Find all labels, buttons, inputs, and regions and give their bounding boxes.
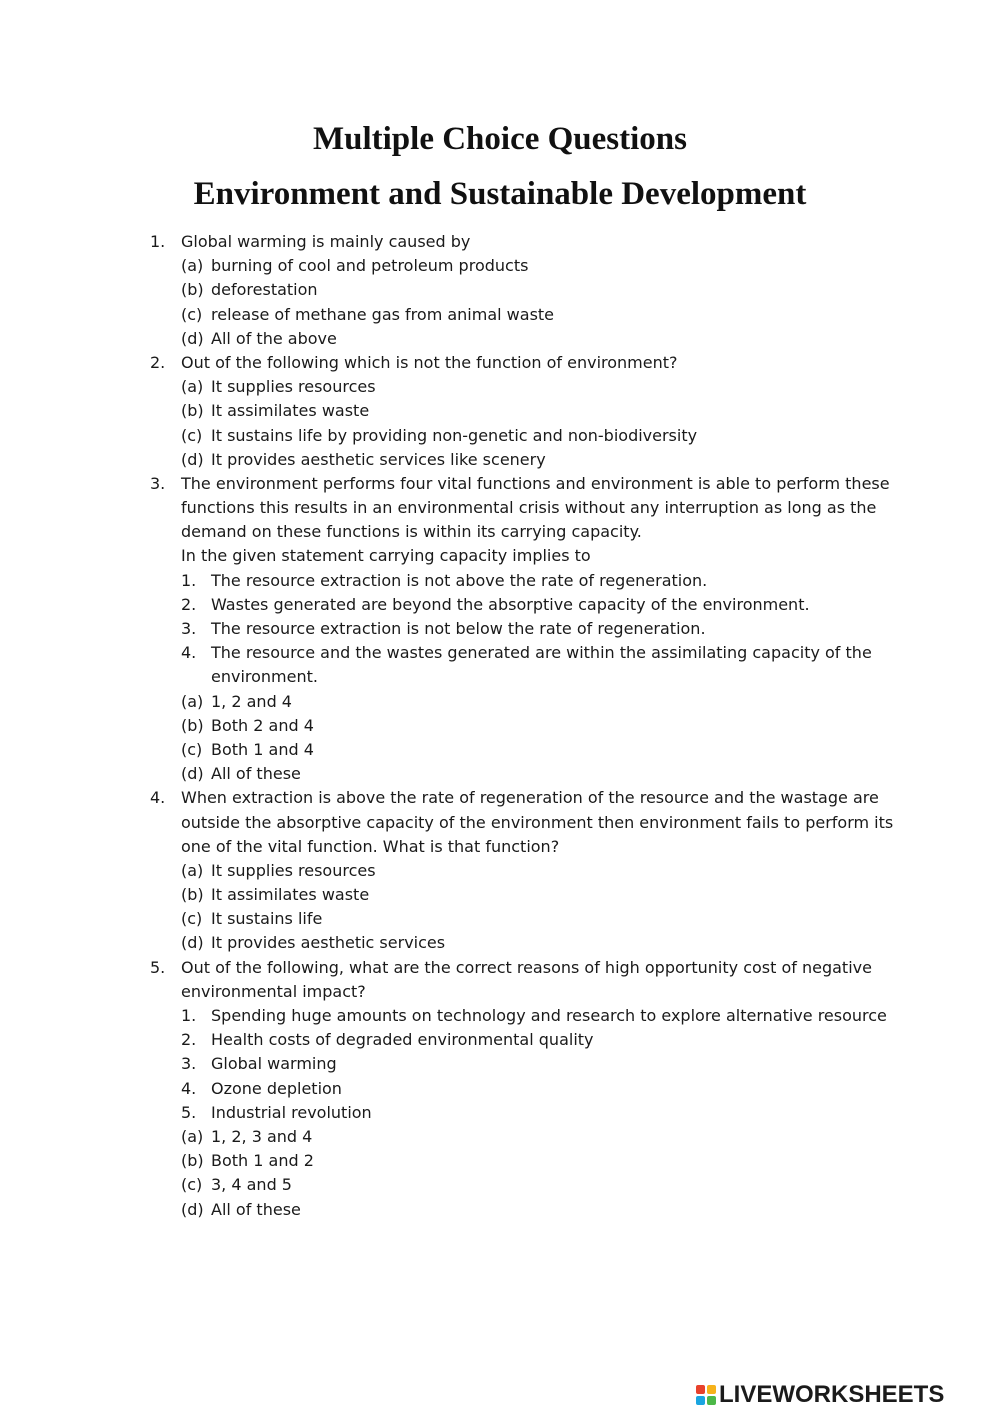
logo-square [707,1396,716,1405]
option-label: (c) [181,909,203,929]
question-text: environmental impact? [181,981,366,1001]
statement-line [0,1004,1000,1028]
option-text: It supplies resources [211,377,376,397]
logo-square [696,1385,705,1394]
statement-line [0,1052,1000,1076]
option-row [0,738,1000,762]
statement-text: The resource extraction is not above the rate of regeneration. [211,570,708,590]
option-text: All of these [211,1199,301,1219]
option-label: (b) [181,401,204,421]
option-text: 1, 2, 3 and 4 [211,1126,313,1146]
option-label: (c) [181,1175,203,1195]
option-text: It sustains life [211,909,323,929]
question-text: In the given statement carrying capacity implies to [181,546,591,566]
statement-text: Spending huge amounts on technology and research to explore alternative resource [211,1006,887,1025]
option-text: It supplies resources [211,860,376,880]
option-row [0,907,1000,931]
option-row [0,448,1000,472]
logo-mark-icon [696,1385,716,1405]
option-label: (b) [181,885,204,905]
option-row [0,399,1000,423]
logo-square [696,1396,705,1405]
option-row [0,327,1000,351]
page-subtitle: Environment and Sustainable Development [193,176,807,212]
option-text: 1, 2 and 4 [211,691,292,711]
statement-line [0,1101,1000,1125]
option-label: (a) [181,256,204,276]
option-text: burning of cool and petroleum products [211,256,529,276]
question-text: When extraction is above the rate of regeneration of the resource and the wastage are [181,788,879,808]
statement-line [0,1028,1000,1052]
question-line [0,544,1000,568]
option-label: (d) [181,764,204,784]
option-label: (a) [181,860,204,880]
option-label: (c) [181,739,203,759]
option-row [0,1198,1000,1222]
option-label: (b) [181,1151,204,1171]
question-text: Out of the following, what are the correct reasons of high opportunity cost of negative [181,957,872,977]
statement-text: Global warming [211,1054,337,1074]
statement-text: environment. [211,667,318,687]
statement-text: Industrial revolution [211,1102,372,1122]
statement-number: 4. [181,1078,197,1098]
option-row [0,859,1000,883]
statement-text: Wastes generated are beyond the absorptive capacity of the environment. [211,594,810,614]
option-label: (a) [181,1126,204,1146]
question-line [0,472,1000,496]
question-line [0,980,1000,1004]
option-row [0,278,1000,302]
question-list [0,230,1000,1222]
option-row [0,375,1000,399]
statement-number: 4. [181,643,197,663]
option-row [0,762,1000,786]
statement-text: The resource and the wastes generated are within the assimilating capacity of the [211,643,872,663]
option-label: (d) [181,933,204,953]
question-text: outside the absorptive capacity of the environment then environment fails to perform its [181,812,894,832]
option-label: (a) [181,377,204,397]
option-row [0,424,1000,448]
option-row [0,254,1000,278]
option-label: (d) [181,328,204,348]
option-text: deforestation [211,280,318,300]
page-title: Multiple Choice Questions [312,121,687,157]
statement-line [0,641,1000,665]
question-number: 4. [150,788,166,808]
logo-square [707,1385,716,1394]
option-text: release of methane gas from animal waste [211,304,555,324]
statement-number: 3. [181,619,197,638]
option-label: (a) [181,691,204,711]
option-text: 3, 4 and 5 [211,1175,292,1195]
statement-text: Ozone depletion [211,1078,342,1098]
statement-line [0,569,1000,593]
option-row [0,690,1000,714]
option-text: Both 2 and 4 [211,715,314,735]
option-label: (c) [181,304,203,324]
question-number: 1. [150,232,166,251]
liveworksheets-logo [696,1380,944,1410]
question-line [0,496,1000,520]
question-text: The environment performs four vital functions and environment is able to perform these [181,473,890,493]
option-label: (d) [181,449,204,469]
logo-text: LIVEWORKSHEETS [719,1381,945,1408]
statement-number: 5. [181,1102,197,1122]
option-text: Both 1 and 2 [211,1151,314,1171]
question-line [0,351,1000,375]
option-label: (d) [181,1199,204,1219]
option-row [0,303,1000,327]
question-line [0,520,1000,544]
option-text: It sustains life by providing non-genetic and non-biodiversity [211,425,698,445]
option-text: It provides aesthetic services like scenery [211,449,546,469]
statement-number: 1. [181,570,197,590]
statement-number: 1. [181,1006,197,1025]
option-row [0,1125,1000,1149]
statement-number: 2. [181,1030,197,1050]
question-line [0,230,1000,254]
question-number: 5. [150,957,166,977]
option-text: It provides aesthetic services [211,933,446,953]
option-row [0,1149,1000,1173]
question-text: one of the vital function. What is that function? [181,836,560,856]
option-text: All of the above [211,328,337,348]
option-text: Both 1 and 4 [211,739,314,759]
option-text: It assimilates waste [211,401,370,421]
question-text: demand on these functions is within its carrying capacity. [181,522,642,542]
option-text: It assimilates waste [211,885,370,905]
statement-number: 2. [181,594,197,614]
statement-line [0,593,1000,617]
statement-line [0,617,1000,641]
question-number: 2. [150,352,166,372]
option-row [0,883,1000,907]
question-line [0,835,1000,859]
question-text: functions this results in an environmental crisis without any interruption as long as the [181,498,877,518]
option-row [0,1173,1000,1197]
question-number: 3. [150,473,166,493]
statement-number: 3. [181,1054,197,1074]
statement-text: Health costs of degraded environmental quality [211,1030,594,1050]
option-label: (c) [181,425,203,445]
question-line [0,956,1000,980]
option-label: (b) [181,280,204,300]
statement-line [0,1077,1000,1101]
question-line [0,786,1000,810]
statement-text: The resource extraction is not below the rate of regeneration. [211,619,706,638]
statement-line [0,665,1000,689]
question-text: Out of the following which is not the function of environment? [181,352,678,372]
question-text: Global warming is mainly caused by [181,232,471,251]
option-row [0,714,1000,738]
option-text: All of these [211,764,301,784]
question-line [0,811,1000,835]
option-row [0,931,1000,955]
option-label: (b) [181,715,204,735]
